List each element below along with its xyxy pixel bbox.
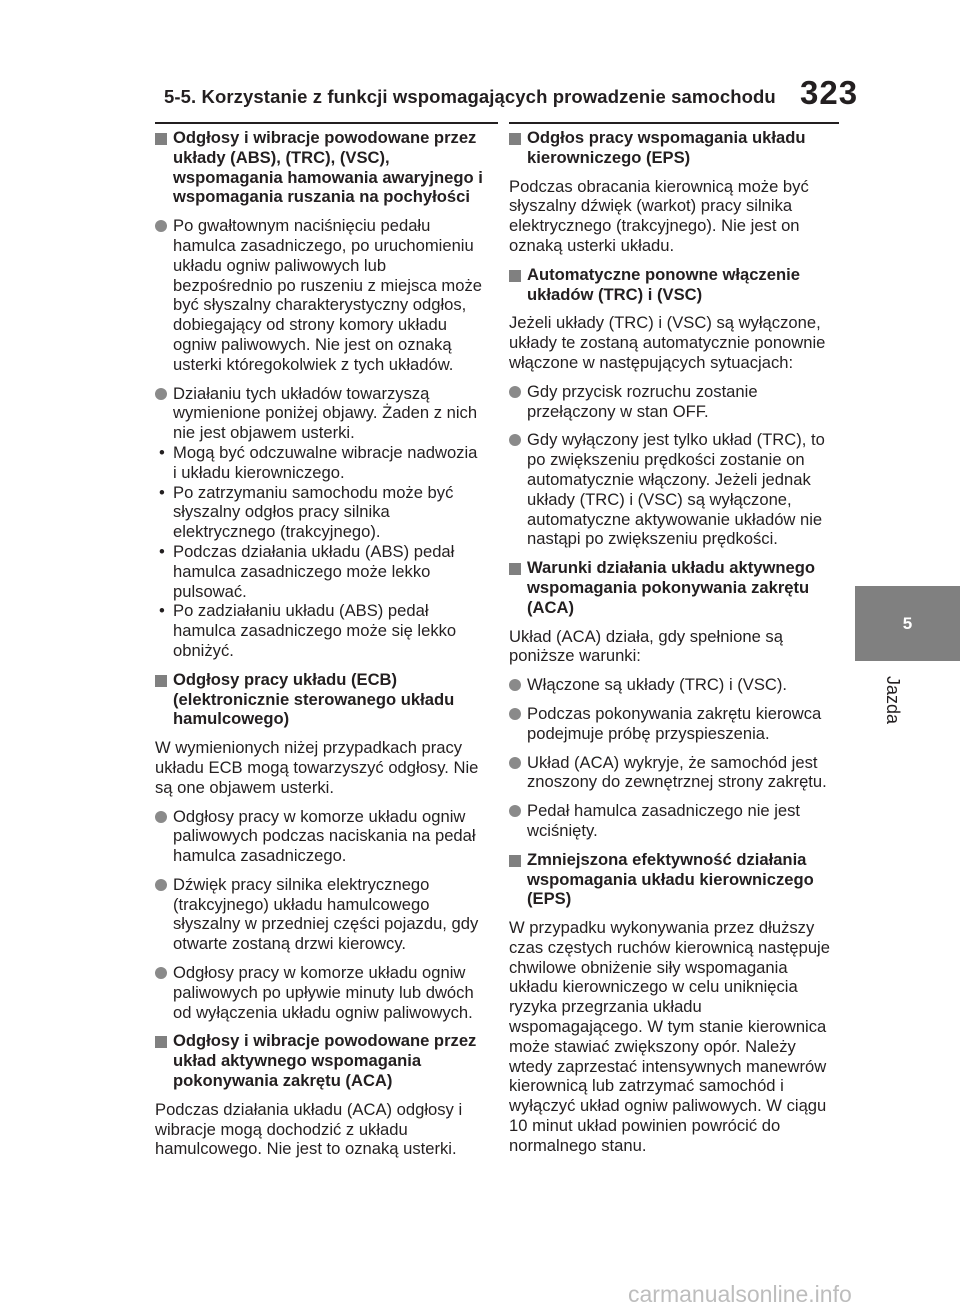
section-heading: Odgłos pracy wspomagania układu kierowniczego (EPS) [509, 128, 839, 168]
header-rule-left [155, 122, 498, 124]
left-column [155, 128, 485, 1168]
circle-bullet-icon [509, 386, 521, 398]
chapter-tab: 5 [855, 586, 960, 661]
list-item: Układ (ACA) wykryje, że samochód jest znoszony do zewnętrznej strony zakrętu. [509, 753, 839, 793]
list-item: Po gwałtownym naciśnięciu pedału hamulca zasadniczego, po uruchomieniu układu ogniw paliwowych lub bezpośrednio po ruszeniu z miejsca może być słyszalny charakterystyczny odgłos, dobiegający od strony komory układu ogniw paliwowych. Nie jest on oznaką usterki któregokolwiek z tych układów. [155, 216, 485, 374]
section-heading: Warunki działania układu aktywnego wspomagania pokonywania zakrętu (ACA) [509, 558, 839, 617]
circle-bullet-icon [155, 967, 167, 979]
section-heading: Zmniejszona efektywność działania wspomagania układu kierowniczego (EPS) [509, 850, 839, 909]
square-bullet-icon [155, 133, 167, 145]
section-heading: Odgłosy pracy układu (ECB) (elektronicznie sterowanego układu hamulcowego) [155, 670, 485, 729]
header-rule-right [509, 122, 839, 124]
circle-bullet-icon [155, 388, 167, 400]
section-heading: Odgłosy i wibracje powodowane przez układ aktywnego wspomagania pokonywania zakrętu (ACA) [155, 1031, 485, 1090]
list-item: Odgłosy pracy w komorze układu ogniw paliwowych po upływie minuty lub dwóch od wyłączenia układu ogniw paliwowych. [155, 963, 485, 1022]
paragraph: Podczas działania układu (ACA) odgłosy i wibracje mogą dochodzić z układu hamulcowego. Nie jest to oznaką usterki. [155, 1099, 463, 1159]
circle-bullet-icon [155, 879, 167, 891]
list-item: Dźwięk pracy silnika elektrycznego (trakcyjnego) układu hamulcowego słyszalny w przedniej części pojazdu, gdy otwarte zostaną drzwi kierowcy. [155, 875, 485, 954]
square-bullet-icon [155, 675, 167, 687]
circle-bullet-icon [509, 805, 521, 817]
list-item: Podczas pokonywania zakrętu kierowca podejmuje próbę przyspieszenia. [509, 704, 839, 744]
section-title: 5-5. Korzystanie z funkcji wspomagających prowadzenie samochodu [164, 86, 776, 107]
paragraph: W przypadku wykonywania przez dłuższy czas częstych ruchów kierownicą następuje chwilowe obniżenie siły wspomagania układu kierowniczego w celu uniknięcia ryzyka przegrzania układu wspomagającego. W tym stanie kierownica może stawiać zwiększony opór. Należy wtedy zaprzestać intensywnych manewrów kierownicą lub zatrzymać samochód i wyłączyć układ ogniw paliwowych. W ciągu 10 minut układ powinien powrócić do normalnego stanu. [509, 918, 830, 1155]
paragraph: W wymienionych niżej przypadkach pracy układu ECB mogą towarzyszyć odgłosy. Nie są one objawem usterki. [155, 738, 479, 797]
list-item: Działaniu tych układów towarzyszą wymienione poniżej objawy. Żaden z nich nie jest objawem usterki. [155, 384, 485, 443]
paragraph: Układ (ACA) działa, gdy spełnione są poniższe warunki: [509, 626, 783, 666]
list-item: Gdy wyłączony jest tylko układ (TRC), to po zwiększeniu prędkości zostanie on automatycznie włączony. Jeżeli jednak układy (TRC) i (VSC) są wyłączone, automatyczne aktywowanie układów nie nastąpi po zwiększeniu prędkości. [509, 430, 839, 549]
circle-bullet-icon [155, 220, 167, 232]
chapter-label: Jazda [883, 676, 903, 725]
sub-list-item: • Mogą być odczuwalne wibracje nadwozia i układu kierowniczego. [159, 442, 478, 482]
sub-list-item: • Po zatrzymaniu samochodu może być słyszalny odgłos pracy silnika elektrycznego (trakcyjnego). [159, 482, 454, 542]
page-number: 323 [800, 74, 859, 111]
square-bullet-icon [509, 563, 521, 575]
list-item: Włączone są układy (TRC) i (VSC). [509, 675, 839, 695]
square-bullet-icon [509, 133, 521, 145]
sub-list-item: • Podczas działania układu (ABS) pedał hamulca zasadniczego może lekko pulsować. [159, 541, 455, 601]
watermark: carmanualsonline.info [628, 1281, 852, 1307]
section-heading: Odgłosy i wibracje powodowane przez układy (ABS), (TRC), (VSC), wspomagania hamowania awaryjnego i wspomagania ruszania na pochyłości [155, 128, 485, 207]
list-item: Gdy przycisk rozruchu zostanie przełączony w stan OFF. [509, 382, 839, 422]
list-item: Pedał hamulca zasadniczego nie jest wciśnięty. [509, 801, 839, 841]
square-bullet-icon [155, 1036, 167, 1048]
circle-bullet-icon [509, 757, 521, 769]
circle-bullet-icon [509, 708, 521, 720]
right-column [509, 128, 839, 1165]
page-header [0, 0, 960, 120]
square-bullet-icon [509, 855, 521, 867]
list-item: Odgłosy pracy w komorze układu ogniw paliwowych podczas naciskania na pedał hamulca zasadniczego. [155, 807, 485, 866]
sub-list [155, 443, 485, 661]
paragraph: Jeżeli układy (TRC) i (VSC) są wyłączone, układy te zostaną automatycznie ponownie włączone w następujących sytuacjach: [509, 313, 826, 372]
circle-bullet-icon [509, 434, 521, 446]
circle-bullet-icon [155, 811, 167, 823]
sub-list-item: • Po zadziałaniu układu (ABS) pedał hamulca zasadniczego może się lekko obniżyć. [159, 601, 457, 660]
paragraph: Podczas obracania kierownicą może być słyszalny dźwięk (warkot) pracy silnika elektrycznego (trakcyjnego). Nie jest on oznaką usterki układu. [509, 176, 809, 255]
circle-bullet-icon [509, 679, 521, 691]
section-heading: Automatyczne ponowne włączenie układów (TRC) i (VSC) [509, 265, 839, 305]
square-bullet-icon [509, 270, 521, 282]
